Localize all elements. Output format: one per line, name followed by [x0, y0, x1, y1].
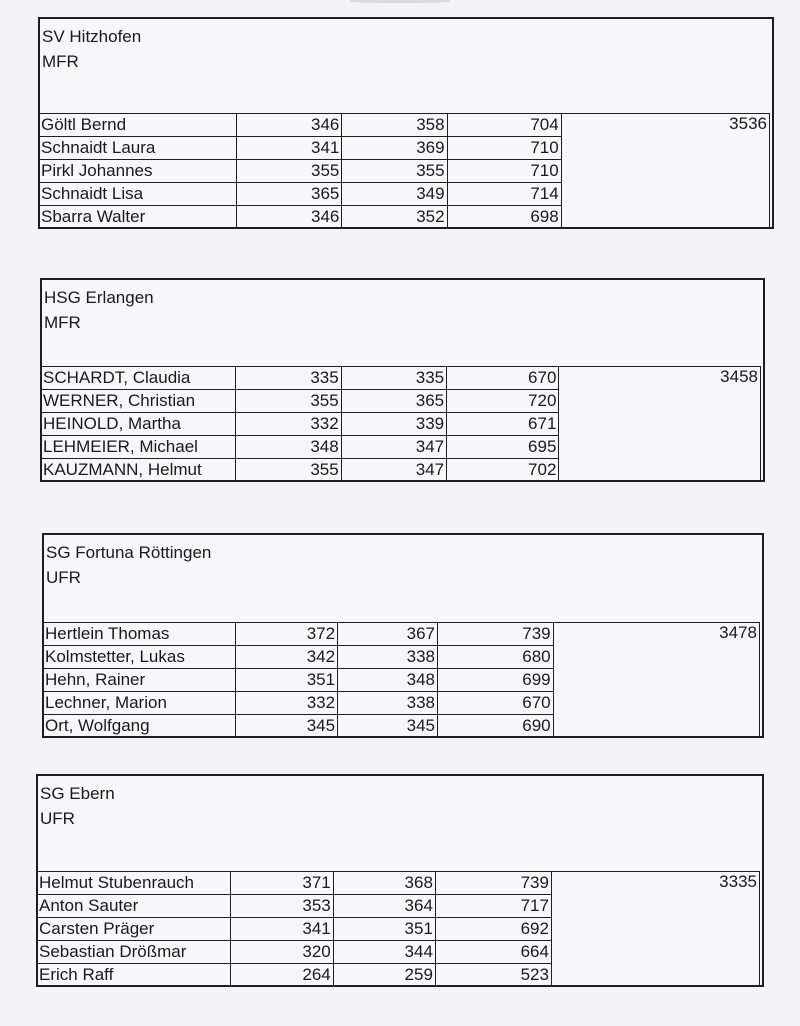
team-region: MFR [44, 313, 81, 332]
round2-score: 351 [333, 918, 435, 941]
round2-score: 345 [338, 715, 438, 738]
player-sum: 702 [447, 459, 559, 482]
player-sum: 720 [447, 390, 559, 413]
player-name: Erich Raff [37, 964, 231, 987]
round1-score: 345 [236, 715, 338, 738]
round2-score: 339 [341, 413, 446, 436]
table-row [37, 872, 760, 895]
player-sum: 710 [447, 137, 561, 160]
player-sum: 739 [437, 623, 553, 646]
player-name: Göltl Bernd [39, 114, 237, 137]
round1-score: 371 [230, 872, 333, 895]
round1-score: 346 [237, 114, 342, 137]
player-name: Kolmstetter, Lukas [43, 646, 236, 669]
player-name: Sbarra Walter [39, 206, 237, 229]
round2-score: 347 [341, 459, 446, 482]
round1-score: 355 [236, 390, 341, 413]
round1-score: 332 [236, 413, 341, 436]
team-block-roettingen [42, 533, 764, 738]
player-sum: 690 [437, 715, 553, 738]
round1-score: 335 [236, 367, 341, 390]
team-block-ebern [36, 774, 764, 987]
team-region: UFR [46, 568, 81, 587]
team-name: SV Hitzhofen [42, 27, 142, 46]
player-sum: 695 [447, 436, 559, 459]
round1-score: 365 [237, 183, 342, 206]
player-name: Helmut Stubenrauch [37, 872, 231, 895]
team-block-erlangen [40, 278, 765, 482]
player-sum: 739 [435, 872, 551, 895]
player-sum: 698 [447, 206, 561, 229]
player-name: WERNER, Christian [41, 390, 236, 413]
player-name: Lechner, Marion [43, 692, 236, 715]
team-total: 3335 [551, 872, 759, 987]
team-total: 3458 [559, 367, 761, 482]
round1-score: 348 [236, 436, 341, 459]
player-name: SCHARDT, Claudia [41, 367, 236, 390]
player-sum: 670 [437, 692, 553, 715]
round1-score: 355 [236, 459, 341, 482]
round1-score: 346 [237, 206, 342, 229]
player-sum: 664 [435, 941, 551, 964]
player-name: Anton Sauter [37, 895, 231, 918]
round1-score: 341 [237, 137, 342, 160]
player-name: Ort, Wolfgang [43, 715, 236, 738]
team-name: SG Fortuna Röttingen [46, 543, 212, 562]
round2-score: 335 [341, 367, 446, 390]
round2-score: 358 [342, 114, 447, 137]
round1-score: 341 [230, 918, 333, 941]
team-region: MFR [42, 52, 79, 71]
table-row [43, 623, 760, 646]
round2-score: 364 [333, 895, 435, 918]
table-row [39, 114, 770, 137]
round2-score: 349 [342, 183, 447, 206]
round2-score: 338 [338, 692, 438, 715]
player-name: LEHMEIER, Michael [41, 436, 236, 459]
team-name: SG Ebern [40, 784, 115, 803]
team-name: HSG Erlangen [44, 288, 154, 307]
round2-score: 368 [333, 872, 435, 895]
round2-score: 344 [333, 941, 435, 964]
team-region: UFR [40, 809, 75, 828]
round2-score: 365 [341, 390, 446, 413]
player-sum: 670 [447, 367, 559, 390]
player-sum: 699 [437, 669, 553, 692]
team-block-hitzhofen [38, 17, 774, 229]
round1-score: 353 [230, 895, 333, 918]
round1-score: 355 [237, 160, 342, 183]
player-sum: 704 [447, 114, 561, 137]
player-table [40, 366, 761, 482]
player-table [38, 113, 770, 229]
player-name: Hehn, Rainer [43, 669, 236, 692]
table-row [41, 367, 761, 390]
round2-score: 347 [341, 436, 446, 459]
round1-score: 372 [236, 623, 338, 646]
player-table [36, 871, 760, 987]
round1-score: 351 [236, 669, 338, 692]
round2-score: 259 [333, 964, 435, 987]
round2-score: 355 [342, 160, 447, 183]
player-name: Hertlein Thomas [43, 623, 236, 646]
round2-score: 348 [338, 669, 438, 692]
team-total: 3478 [553, 623, 759, 738]
player-name: HEINOLD, Martha [41, 413, 236, 436]
player-sum: 692 [435, 918, 551, 941]
team-total: 3536 [561, 114, 769, 229]
player-name: KAUZMANN, Helmut [41, 459, 236, 482]
round1-score: 332 [236, 692, 338, 715]
player-sum: 680 [437, 646, 553, 669]
round1-score: 264 [230, 964, 333, 987]
player-table [42, 622, 760, 738]
round2-score: 367 [338, 623, 438, 646]
round2-score: 352 [342, 206, 447, 229]
player-name: Pirkl Johannes [39, 160, 237, 183]
player-sum: 717 [435, 895, 551, 918]
player-name: Sebastian Drößmar [37, 941, 231, 964]
player-name: Schnaidt Lisa [39, 183, 237, 206]
page-edge-shadow [350, 0, 450, 3]
round2-score: 369 [342, 137, 447, 160]
round1-score: 320 [230, 941, 333, 964]
player-sum: 523 [435, 964, 551, 987]
player-sum: 671 [447, 413, 559, 436]
round2-score: 338 [338, 646, 438, 669]
player-name: Carsten Präger [37, 918, 231, 941]
round1-score: 342 [236, 646, 338, 669]
player-sum: 714 [447, 183, 561, 206]
player-sum: 710 [447, 160, 561, 183]
player-name: Schnaidt Laura [39, 137, 237, 160]
